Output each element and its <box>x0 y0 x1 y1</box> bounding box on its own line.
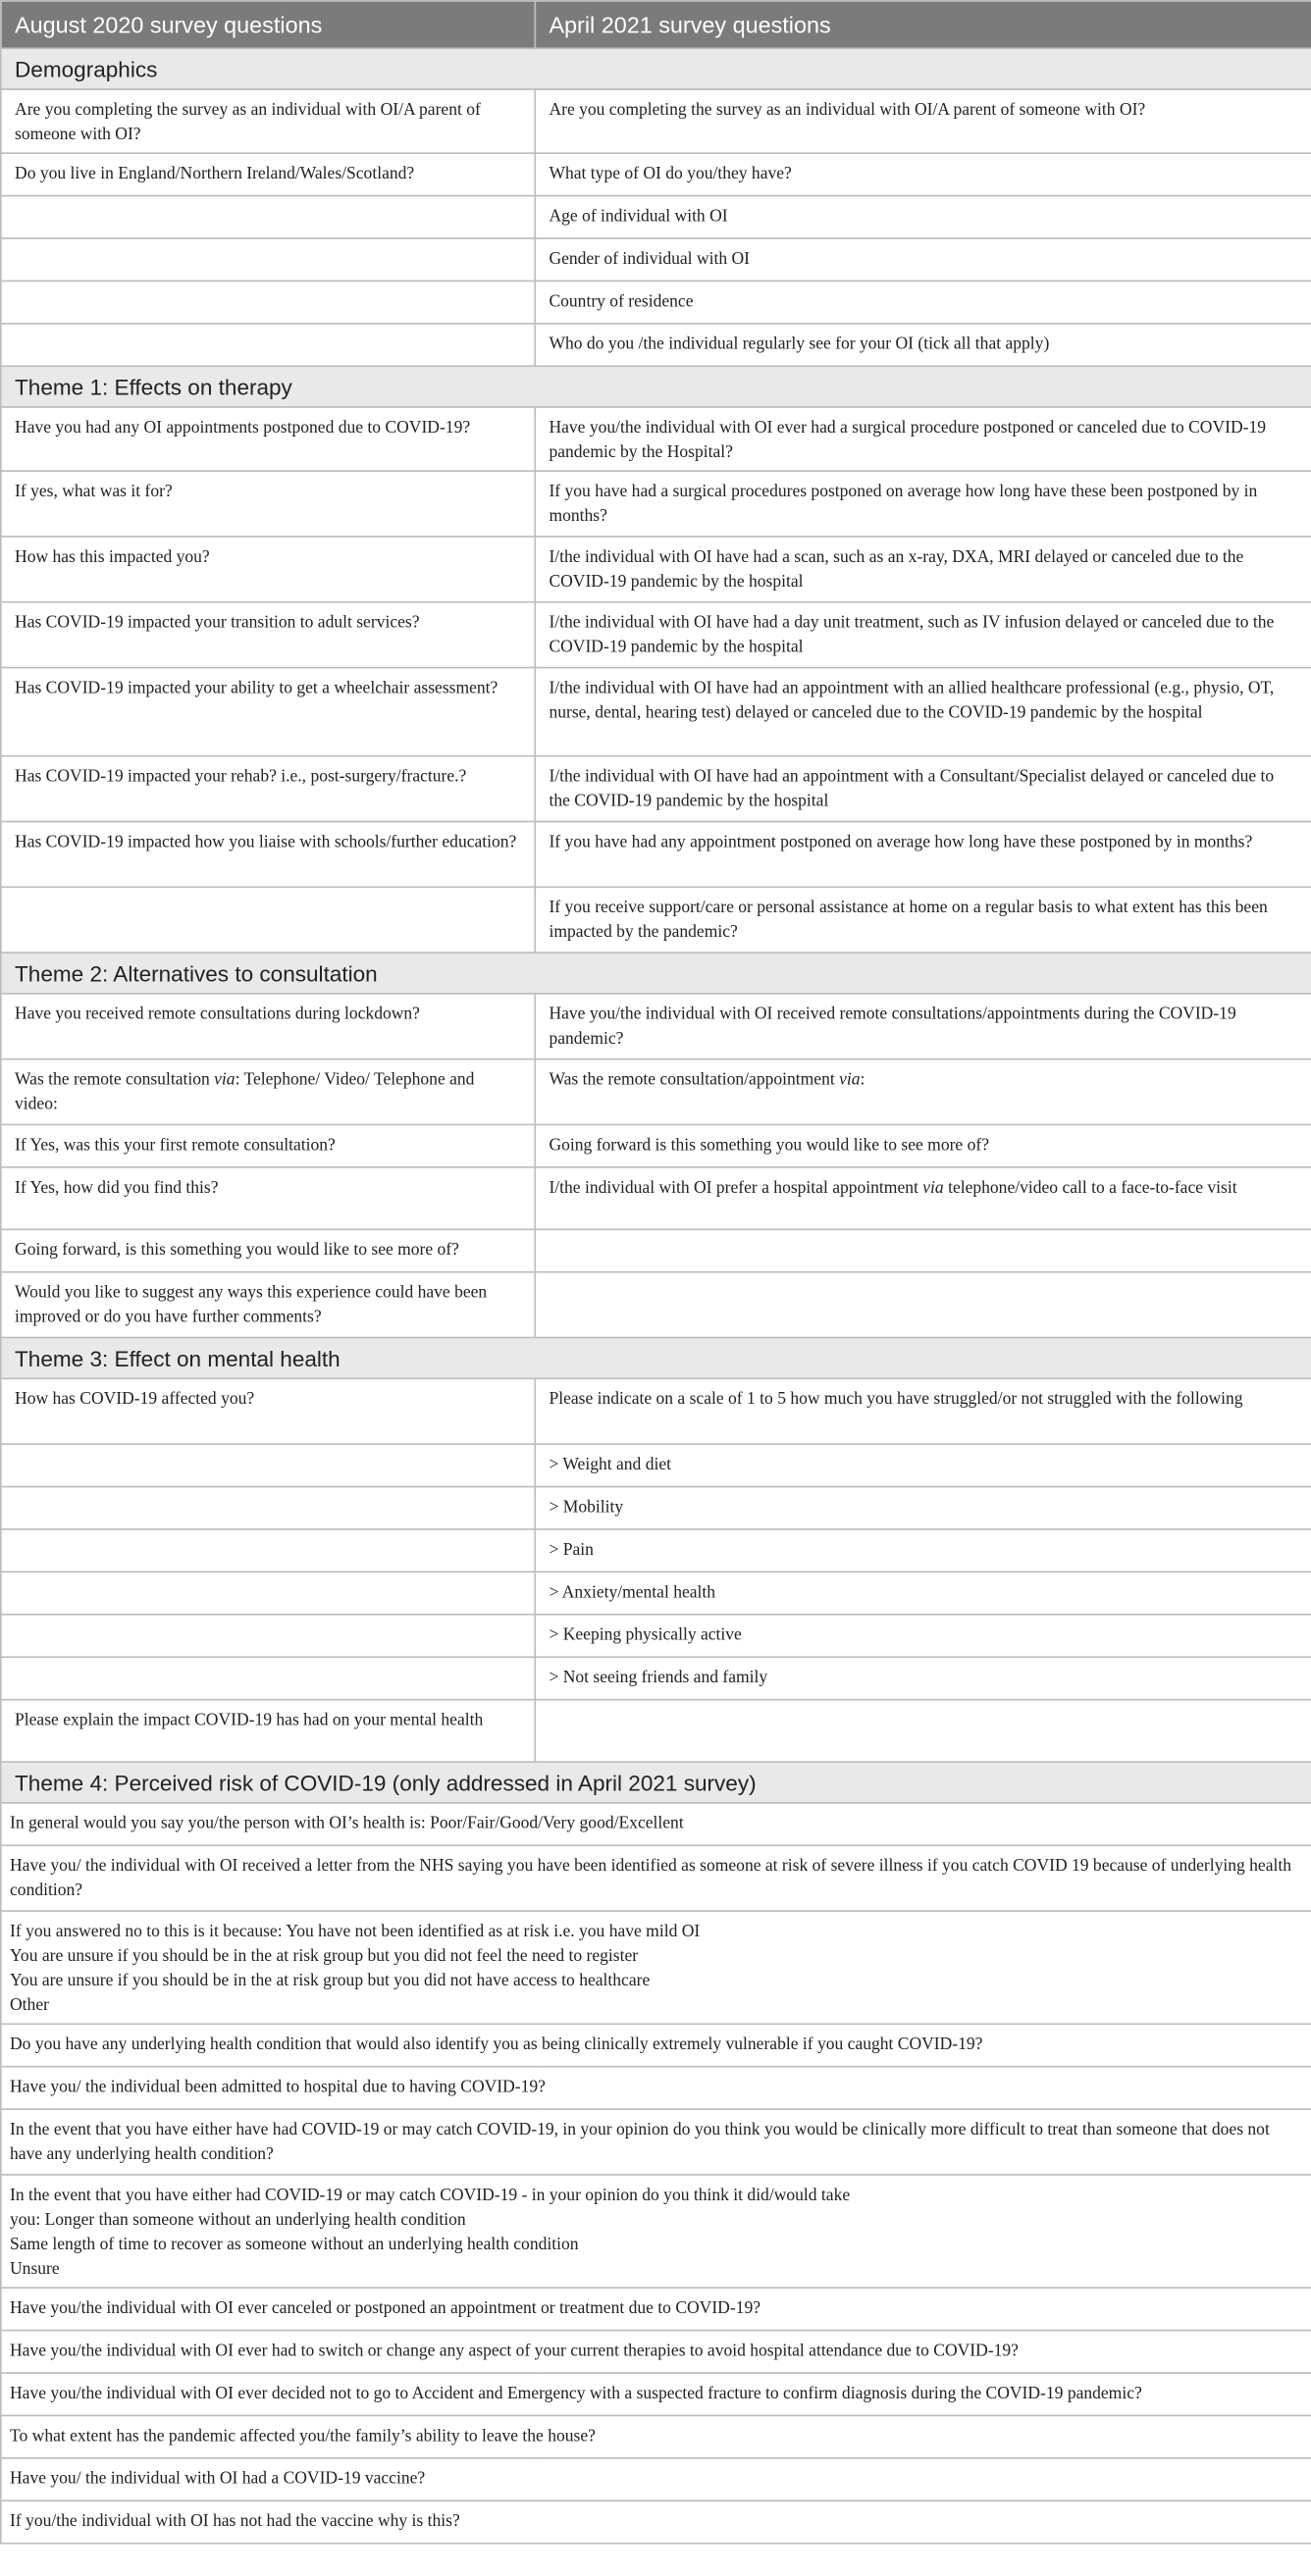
table-row <box>1 756 1311 822</box>
august-question: Has COVID-19 impacted how you liaise with schools/further education? <box>1 822 535 888</box>
table-row <box>1 1124 1311 1166</box>
april-question: I/the individual with OI have had a scan, such as an x-ray, DXA, MRI delayed or canceled due to the COVID-19 pandemic by the hospital <box>535 537 1311 602</box>
august-question: Has COVID-19 impacted your ability to get a wheelchair assessment? <box>1 668 535 756</box>
april-question: Are you completing the survey as an individual with OI/A parent of someone with OI? <box>535 89 1311 153</box>
question-text: : Telephone/ Video/ Telephone and video: <box>15 1071 475 1114</box>
section-theme-1 <box>1 366 1311 407</box>
april-question: If you/the individual with OI has not had the vaccine why is this? <box>1 2500 1311 2543</box>
april-question: Age of individual with OI <box>535 196 1311 238</box>
april-question <box>535 1059 1311 1125</box>
question-line: You are unsure if you should be in the at risk group but you did not feel the need to register <box>10 1947 639 1966</box>
august-question: Has COVID-19 impacted your rehab? i.e., post-surgery/fracture.? <box>1 756 535 822</box>
august-question <box>1 324 535 366</box>
question-text: telephone/video call to a face-to-face visit <box>943 1179 1237 1198</box>
table-row <box>1 1700 1311 1762</box>
august-question <box>1 281 535 323</box>
table-row <box>1 822 1311 888</box>
table-row <box>1 2500 1311 2543</box>
august-question <box>1 887 535 953</box>
august-question: Going forward, is this something you would like to see more of? <box>1 1229 535 1271</box>
table-row <box>1 2024 1311 2066</box>
table-row <box>1 1229 1311 1271</box>
table-row <box>1 887 1311 953</box>
question-line: you: Longer than someone without an underlying health condition <box>10 2211 466 2230</box>
table-row <box>1 281 1311 323</box>
april-question: > Pain <box>535 1529 1311 1571</box>
april-question: Have you/the individual with OI ever canceled or postponed an appointment or treatment due to COVID-19? <box>1 2288 1311 2330</box>
august-question: Please explain the impact COVID-19 has had on your mental health <box>1 1700 535 1762</box>
april-question <box>1 2175 1311 2288</box>
section-title: Theme 2: Alternatives to consultation <box>1 953 1311 994</box>
italic-via: via <box>922 1179 944 1198</box>
question-line: Unsure <box>10 2260 60 2279</box>
question-text: Was the remote consultation <box>15 1071 215 1090</box>
table-header-row <box>1 1 1311 48</box>
section-demographics <box>1 48 1311 89</box>
april-question: Do you have any underlying health condition that would also identify you as being clinically extremely vulnerable if you caught COVID-19? <box>1 2024 1311 2066</box>
question-line: Other <box>10 1996 49 2016</box>
header-august-2020: August 2020 survey questions <box>1 1 535 48</box>
table-row <box>1 89 1311 153</box>
april-question: In general would you say you/the person with OI’s health is: Poor/Fair/Good/Very good/Excellent <box>1 1803 1311 1845</box>
table-row <box>1 2288 1311 2330</box>
august-question <box>1 196 535 238</box>
august-question <box>1 1529 535 1571</box>
april-question: If you have had a surgical procedures postponed on average how long have these been postponed by in months? <box>535 471 1311 537</box>
table-row <box>1 2175 1311 2288</box>
april-question: I/the individual with OI have had an appointment with an allied healthcare professional (e.g., physio, OT, nurse, dental, hearing test) delayed or canceled due to the COVID-19 pandemic by the hospital <box>535 668 1311 756</box>
april-question: Going forward is this something you would like to see more of? <box>535 1124 1311 1166</box>
august-question <box>1 1657 535 1699</box>
table-row <box>1 1529 1311 1571</box>
section-theme-4 <box>1 1762 1311 1803</box>
table-row <box>1 471 1311 537</box>
section-title: Theme 1: Effects on therapy <box>1 366 1311 407</box>
table-row <box>1 1845 1311 1911</box>
august-question: How has this impacted you? <box>1 537 535 602</box>
april-question <box>535 1229 1311 1271</box>
april-question: What type of OI do you/they have? <box>535 153 1311 195</box>
august-question: Do you live in England/Northern Ireland/Wales/Scotland? <box>1 153 535 195</box>
april-question: If you receive support/care or personal assistance at home on a regular basis to what extent has this been impacted by the pandemic? <box>535 887 1311 953</box>
august-question <box>1 1571 535 1614</box>
august-question <box>1 1059 535 1125</box>
table-row <box>1 2458 1311 2500</box>
april-question: To what extent has the pandemic affected you/the family’s ability to leave the house? <box>1 2415 1311 2457</box>
august-question: Has COVID-19 impacted your transition to adult services? <box>1 602 535 668</box>
table-row <box>1 2109 1311 2175</box>
august-question: If yes, what was it for? <box>1 471 535 537</box>
italic-via: via <box>214 1071 236 1090</box>
august-question <box>1 1615 535 1657</box>
table-row <box>1 2415 1311 2457</box>
april-question: Please indicate on a scale of 1 to 5 how much you have struggled/or not struggled with the following <box>535 1378 1311 1444</box>
table-row <box>1 1444 1311 1486</box>
august-question: If Yes, was this your first remote consultation? <box>1 1124 535 1166</box>
april-question: In the event that you have either have had COVID-19 or may catch COVID-19, in your opinion do you think you would be clinically more difficult to treat than someone that does not have any underlying health condition? <box>1 2109 1311 2175</box>
april-question: > Not seeing friends and family <box>535 1657 1311 1699</box>
april-question: > Anxiety/mental health <box>535 1571 1311 1614</box>
table-row <box>1 238 1311 281</box>
question-text: : <box>860 1071 865 1090</box>
section-title: Demographics <box>1 48 1311 89</box>
question-line: Same length of time to recover as someone without an underlying health condition <box>10 2236 579 2254</box>
section-theme-3 <box>1 1338 1311 1379</box>
august-question: Would you like to suggest any ways this experience could have been improved or do you have further comments? <box>1 1272 535 1338</box>
table-row <box>1 1657 1311 1699</box>
table-row <box>1 1378 1311 1444</box>
april-question: If you have had any appointment postponed on average how long have these postponed by in months? <box>535 822 1311 888</box>
august-question: Have you had any OI appointments postponed due to COVID-19? <box>1 407 535 471</box>
table-row <box>1 407 1311 471</box>
august-question: Have you received remote consultations during lockdown? <box>1 994 535 1059</box>
april-question: I/the individual with OI have had an appointment with a Consultant/Specialist delayed or canceled due to the COVID-19 pandemic by the hospital <box>535 756 1311 822</box>
april-question <box>535 1272 1311 1338</box>
august-question: If Yes, how did you find this? <box>1 1167 535 1229</box>
table-row <box>1 2067 1311 2109</box>
april-question: I/the individual with OI have had a day unit treatment, such as IV infusion delayed or canceled due to the COVID-19 pandemic by the hospital <box>535 602 1311 668</box>
table-row <box>1 1272 1311 1338</box>
table-row <box>1 324 1311 366</box>
april-question: > Mobility <box>535 1487 1311 1529</box>
april-question: > Keeping physically active <box>535 1615 1311 1657</box>
april-question: Gender of individual with OI <box>535 238 1311 281</box>
table-row <box>1 1615 1311 1657</box>
april-question <box>535 1167 1311 1229</box>
section-theme-2 <box>1 953 1311 994</box>
table-row <box>1 1803 1311 1845</box>
section-title: Theme 3: Effect on mental health <box>1 1338 1311 1379</box>
april-question: > Weight and diet <box>535 1444 1311 1486</box>
table-row <box>1 196 1311 238</box>
table-row <box>1 537 1311 602</box>
april-question: Have you/ the individual with OI received a letter from the NHS saying you have been identified as someone at risk of severe illness if you catch COVID 19 because of underlying health condition? <box>1 1845 1311 1911</box>
table-row <box>1 1571 1311 1614</box>
table-row <box>1 602 1311 668</box>
april-question: Country of residence <box>535 281 1311 323</box>
table-row <box>1 1911 1311 2024</box>
april-question: Have you/ the individual been admitted to hospital due to having COVID-19? <box>1 2067 1311 2109</box>
august-question: Are you completing the survey as an individual with OI/A parent of someone with OI? <box>1 89 535 153</box>
april-question <box>1 1911 1311 2024</box>
table-row <box>1 2331 1311 2373</box>
question-text: I/the individual with OI prefer a hospital appointment <box>549 1179 923 1198</box>
question-line: If you answered no to this is it because: You have not been identified as at risk i.e. you have mild OI <box>10 1923 701 1941</box>
question-text: Was the remote consultation/appointment <box>549 1071 840 1090</box>
august-question <box>1 1444 535 1486</box>
table-row <box>1 1487 1311 1529</box>
april-question: Have you/the individual with OI ever decided not to go to Accident and Emergency with a suspected fracture to confirm diagnosis during the COVID-19 pandemic? <box>1 2373 1311 2415</box>
april-question <box>535 1700 1311 1762</box>
august-question: How has COVID-19 affected you? <box>1 1378 535 1444</box>
table-row <box>1 994 1311 1059</box>
question-line: You are unsure if you should be in the at risk group but you did not have access to healthcare <box>10 1972 651 1991</box>
april-question: Have you/the individual with OI received remote consultations/appointments during the COVID-19 pandemic? <box>535 994 1311 1059</box>
table-row <box>1 153 1311 195</box>
table-row <box>1 668 1311 756</box>
italic-via: via <box>839 1071 861 1090</box>
question-line: In the event that you have either had COVID-19 or may catch COVID-19 - in your opinion do you think it did/would take <box>10 2187 851 2205</box>
august-question <box>1 1487 535 1529</box>
table-row <box>1 1059 1311 1125</box>
august-question <box>1 238 535 281</box>
table-row <box>1 1167 1311 1229</box>
table-row <box>1 2373 1311 2415</box>
header-april-2021: April 2021 survey questions <box>535 1 1311 48</box>
april-question: Who do you /the individual regularly see for your OI (tick all that apply) <box>535 324 1311 366</box>
april-question: Have you/ the individual with OI had a COVID-19 vaccine? <box>1 2458 1311 2500</box>
section-title: Theme 4: Perceived risk of COVID-19 (only addressed in April 2021 survey) <box>1 1762 1311 1803</box>
april-question: Have you/the individual with OI ever had a surgical procedure postponed or canceled due to COVID-19 pandemic by the Hospital? <box>535 407 1311 471</box>
april-question: Have you/the individual with OI ever had to switch or change any aspect of your current therapies to avoid hospital attendance due to COVID-19? <box>1 2331 1311 2373</box>
